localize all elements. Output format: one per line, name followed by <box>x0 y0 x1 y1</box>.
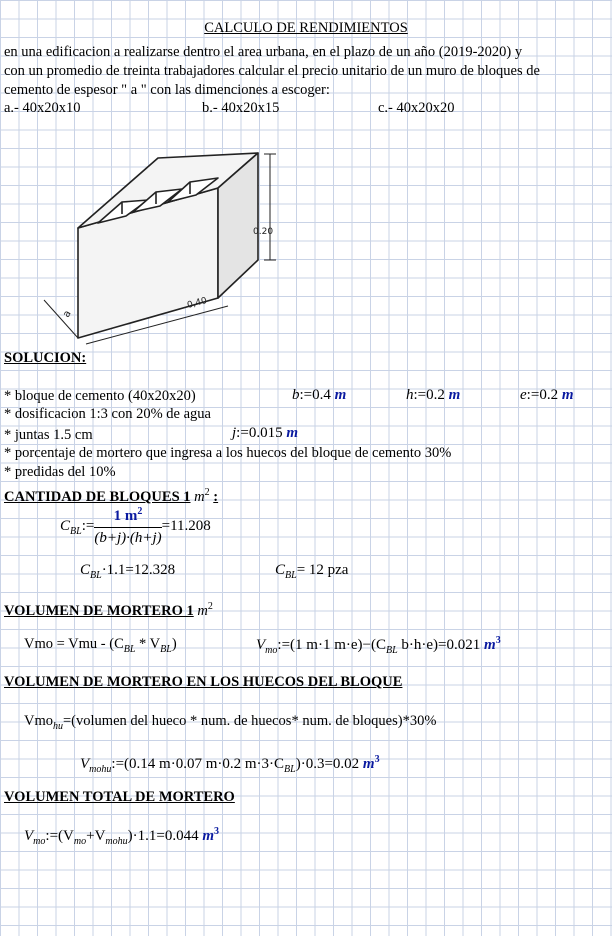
vmo-calc: $V_{mo}:=(1$ m·1 $m\cdot e)-(C_{BL}$ b·h·e)=0.021 $m^3$ <box>256 635 501 656</box>
vtotal-unit: m <box>202 828 215 844</box>
cbl-times-factor: $C_{BL}\cdot 1.1=12.328$ <box>80 562 176 581</box>
vtotal-sub1: mo <box>33 836 46 847</box>
section-cantidad-colon: : <box>213 488 219 505</box>
def-h-value: 0.2 <box>426 387 445 403</box>
def-e-var: e <box>520 387 527 403</box>
vtotal-calc: $V_{mo}:=(V_{mo}+V_{mohu})\cdot 1.1=0.044$ $m^3$ <box>24 826 220 847</box>
vmo-calc-result: =0.021 <box>438 637 481 653</box>
section-cantidad-exp: 2 <box>204 487 210 498</box>
item-block: * bloque de cemento (40x20x20) <box>4 388 196 404</box>
cbl-denominator: (b+j)·(h+j) <box>94 530 162 546</box>
def-j-var: j <box>232 425 237 441</box>
vmo-formula-part3: ) <box>171 636 177 652</box>
length-label: 0,40 <box>186 296 209 311</box>
vmo-formula-sub2: BL <box>160 643 172 655</box>
section-mortero-huecos <box>4 674 402 691</box>
vmo-calc-exp: 3 <box>495 635 501 646</box>
vmohu-text-post: =(volumen del hueco * num. de huecos* num. de bloques)*30% <box>63 713 437 729</box>
height-label: 0.20 <box>253 227 274 237</box>
vmohu-calc-expr: :=(0.14 m·0.07 m·0.2 m·3·C <box>111 756 285 772</box>
vmo-calc-expr: :=(1 m·1 m·e)−(C <box>277 637 386 653</box>
width-label: a <box>61 308 74 320</box>
cbl-line2-right: = 12 pza <box>296 562 349 578</box>
intro-line-2: con un promedio de treinta trabajadores calcular el precio unitario de un muro de bloques de <box>4 63 540 79</box>
vmo-formula-sub1: BL <box>123 643 136 655</box>
def-e-unit: m <box>561 387 574 403</box>
section-volumen-exp: 2 <box>207 601 213 612</box>
item-perdidas: * predidas del 10% <box>4 464 116 480</box>
cbl-formula: $C_{BL}:=$ $\frac{1 m^2}{(b+j)\cdot(h+j)}$ =11.208 <box>60 506 211 546</box>
vmo-formula-part2: * V <box>135 636 161 652</box>
section-cantidad-heading: CANTIDAD DE BLOQUES 1 <box>4 488 191 505</box>
option-a: a.- 40x20x10 <box>4 100 81 116</box>
item-dosificacion: * dosificacion 1:3 con 20% de agua <box>4 406 211 422</box>
vtotal-expr: :=(V <box>45 828 74 844</box>
section-huecos-heading: VOLUMEN DE MORTERO EN LOS HUECOS DEL BLOQUE <box>4 674 403 690</box>
vmo-calc-sub: mo <box>265 645 278 656</box>
def-e: e:=0.2 m <box>520 387 574 403</box>
vmohu-calc-sub-bl: BL <box>284 764 296 775</box>
vmohu-calc-unit: m <box>362 756 375 772</box>
cbl-numerator-text: 1 m <box>113 508 138 524</box>
cbl-sub: BL <box>70 525 82 537</box>
cbl-result: =11.208 <box>161 517 211 534</box>
section-volumen-total <box>4 789 235 806</box>
intro-line-1: en una edificacion a realizarse dentro el area urbana, en el plazo de un año (2019-2020) y <box>4 44 523 60</box>
section-volumen-mortero <box>4 598 213 620</box>
section-cantidad-bloques <box>4 484 218 506</box>
title-text: CALCULO DE RENDIMIENTOS <box>204 20 408 36</box>
def-h: h:=0.2 m <box>406 387 461 403</box>
item-porcentaje: * porcentaje de mortero que ingresa a los huecos del bloque de cemento 30% <box>4 445 452 461</box>
cbl-line2-left: ·1.1=12.328 <box>101 562 176 578</box>
vmohu-calc-exp: 3 <box>374 754 380 765</box>
vmo-formula-part1: Vmo = Vmu - (C <box>24 636 124 652</box>
def-h-unit: m <box>448 387 461 403</box>
cbl-numerator <box>94 506 161 528</box>
cbl-sub-2: BL <box>90 570 102 581</box>
solucion-heading <box>4 350 86 367</box>
vmohu-text <box>24 713 436 735</box>
cbl-numerator-exp: 2 <box>137 506 143 517</box>
vmohu-calc: $V_{mohu}:=(0.14$ m·0.07 m·0.2 $m\cdot 3\cdot C_{BL})\cdot 0.3=0.02$ $m^3$ <box>80 754 380 775</box>
def-b-unit: m <box>334 387 347 403</box>
cbl-sub-3: BL <box>285 570 297 581</box>
solucion-heading-text: SOLUCION: <box>4 350 87 366</box>
vmohu-calc-expr2: )·0.3=0.02 <box>295 756 360 772</box>
vmohu-text-sub: hu <box>53 720 63 732</box>
def-j-unit: m <box>286 425 298 441</box>
def-e-value: 0.2 <box>539 387 559 403</box>
def-j: j:=0.015 m <box>232 425 298 441</box>
vtotal-exp: 3 <box>214 826 220 837</box>
def-b: b:=0.4 m <box>292 387 347 403</box>
def-b-value: 0.4 <box>312 387 331 403</box>
vmo-calc-expr2: b·h·e) <box>397 637 439 653</box>
section-cantidad-unit: m <box>194 488 205 505</box>
def-h-var: h <box>406 387 414 403</box>
concrete-block-figure <box>38 148 288 348</box>
vmo-calc-unit: m <box>484 637 496 653</box>
page-title <box>0 20 612 37</box>
cbl-fraction <box>94 506 161 547</box>
section-volumen-heading: VOLUMEN DE MORTERO 1 <box>4 602 194 619</box>
option-c: c.- 40x20x20 <box>378 100 455 116</box>
vtotal-plus: +V <box>86 828 106 844</box>
cbl-rounded: $C_{BL}= 12$ pza <box>275 562 349 581</box>
vtotal-sub3: mohu <box>105 836 128 847</box>
def-j-value: 0.015 <box>248 425 283 441</box>
section-total-heading: VOLUMEN TOTAL DE MORTERO <box>4 789 235 805</box>
vtotal-sub2: mo <box>73 836 87 847</box>
section-volumen-unit: m <box>197 602 208 619</box>
vmo-calc-sub-bl: BL <box>385 645 398 656</box>
vmohu-calc-sub: mohu <box>89 764 112 775</box>
item-juntas: * juntas 1.5 cm <box>4 427 93 443</box>
vtotal-close: )·1.1=0.044 <box>127 828 199 844</box>
def-b-var: b <box>292 387 300 403</box>
intro-line-3: cemento de espesor " a " con las dimenciones a escoger: <box>4 82 330 98</box>
option-b: b.- 40x20x15 <box>202 100 280 116</box>
vmo-formula <box>24 636 177 658</box>
vmohu-text-pre: Vmo <box>24 713 53 729</box>
cbl-symbol: $C_{BL}$ <box>60 517 82 537</box>
